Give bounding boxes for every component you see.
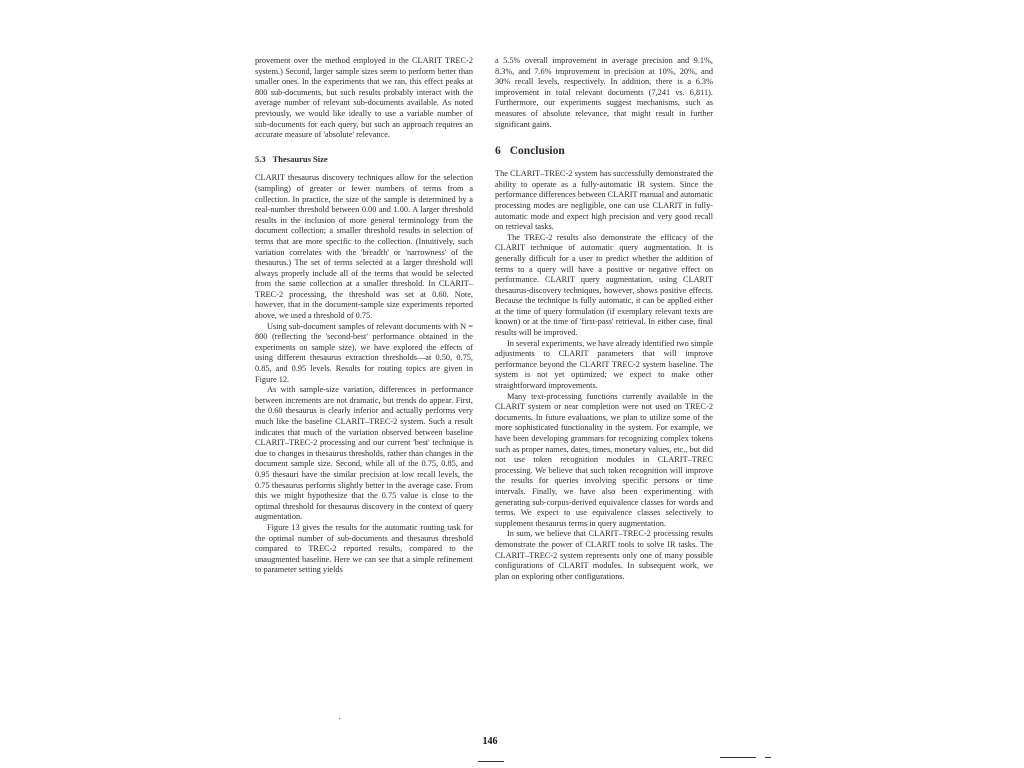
scan-speck: [339, 718, 340, 719]
body-paragraph: a 5.5% overall improvement in average precision and 9.1%, 8.3%, and 7.6% improvement in precision at 10%, 20%, and 30% recall levels, respectively. In addition, there is a 6.3% improvement in total relevant documents (7,241 vs. 6,811). Furthermore, our experiments suggest mechanisms, such as measures of absolute relevance, that might result in further significant gains.: [495, 56, 713, 129]
body-paragraph: provement over the method employed in the CLARIT TREC-2 system.) Second, larger sample sizes seem to perform better than smaller ones. In the experiments that we ran, this effect peaks at 800 sub-documents, but such results probably interact with the average number of relevant sub-documents available. As noted previously, we would like ideally to use a variable number of sub-documents for each query, but such an approach requires an accurate measure of 'absolute' relevance.: [255, 56, 473, 140]
scan-mark: [478, 761, 504, 762]
section-number: 6: [495, 145, 501, 158]
left-column: [255, 56, 473, 576]
scan-mark: [765, 757, 771, 758]
page-number: 146: [482, 736, 498, 747]
body-paragraph: In several experiments, we have already identified two simple adjustments to CLARIT parameters that will improve performance beyond the CLARIT TREC-2 system baseline. The system is not yet optimized; we expect to make other straightforward improvements.: [495, 338, 713, 391]
body-paragraph: Using sub-document samples of relevant documents with N = 800 (reflecting the 'second-best' performance obtained in the experiments on sample size), we have explored the effects of using different thesaurus extraction thresholds—at 0.50, 0.75, 0.85, and 0.95 levels. Results for routing topics are given in Figure 12.: [255, 321, 473, 384]
subsection-title: Thesaurus Size: [272, 153, 328, 164]
section-heading: [495, 144, 713, 158]
scan-mark: [720, 757, 756, 758]
subsection-number: 5.3: [255, 153, 266, 164]
body-paragraph: As with sample-size variation, differences in performance between increments are not dramatic, but trends do appear. First, the 0.60 thesaurus is clearly inferior and actually performs very much like the baseline CLARIT–TREC-2 system. Such a result indicates that much of the variation observed between baseline CLARIT–TREC-2 processing and our current 'best' technique is due to changes in thesaurus thresholds, rather than changes in the document sample size. Second, while all of the 0.75, 0.85, and 0.95 thesauri have the similar precision at low recall levels, the 0.75 thesaurus performs slightly better in the average case. From this we might hypothesize that the 0.75 value is close to the optimal threshold for thesaurus discovery in the context of query augmentation.: [255, 385, 473, 522]
body-paragraph: Figure 13 gives the results for the automatic routing task for the optimal number of sub-documents and thesaurus threshold compared to TREC-2 reported results, compared to the unaugmented baseline. Here we can see that a simple refinement to parameter setting yields: [255, 522, 473, 575]
section-title: Conclusion: [509, 145, 565, 158]
body-paragraph: The TREC-2 results also demonstrate the efficacy of the CLARIT technique of automatic query augmentation. It is generally difficult for a user to predict whether the addition of terms to a query will have a positive or negative effect on performance. CLARIT query augmentation, using CLARIT thesaurus-discovery techniques, however, shows positive effects. Because the technique is fully automatic, it can be applied either at the time of query formulation (if exemplary relevant texts are known) or at the time of 'first-pass' retrieval. In either case, final results will be improved.: [495, 232, 713, 338]
body-paragraph: CLARIT thesaurus discovery techniques allow for the selection (sampling) of greater or fewer numbers of terms from a collection. In practice, the size of the sample is determined by a real-number threshold between 0.00 and 1.00. A larger threshold results in the inclusion of more general terminology from the document collection; a smaller threshold results in selection of terms that are more specific to the collection. (Intuitively, such variation correlates with the 'breadth' or 'narrowness' of the thesaurus.) The set of terms selected at a larger threshold will always properly include all of the terms that would be selected from the same collection at a smaller threshold. In CLARIT–TREC-2 processing, the threshold was set at 0.60. Note, however, that in the document-sample size experiments reported above, we used a threshold of 0.75.: [255, 173, 473, 321]
subsection-heading: [255, 154, 473, 165]
body-paragraph: In sum, we believe that CLARIT–TREC-2 processing results demonstrate the power of CLARIT tools to solve IR tasks. The CLARIT–TREC-2 system represents only one of many possible configurations of CLARIT modules. In subsequent work, we plan on exploring other configurations.: [495, 529, 713, 581]
body-paragraph: Many text-processing functions currently available in the CLARIT system or near completion were not used on TREC-2 documents. In future evaluations, we plan to utilize some of the more sophisticated functionality in the system. For example, we have been developing grammars for recognizing complex tokens such as proper names, dates, times, monetary values, etc., but did not use token recognition modules in CLARIT–TREC processing. We believe that such token recognition will improve the results for queries involving specific persons or time intervals. Finally, we have also been experimenting with generating sub-corpus-derived equivalence classes for words and terms. We expect to use equivalence classes selectively to supplement thesaurus terms in query augmentation.: [495, 391, 713, 528]
right-column: [495, 56, 713, 582]
body-paragraph: The CLARIT–TREC-2 system has successfully demonstrated the ability to operate as a fully-automatic IR system. Since the performance differences between CLARIT manual and automatic processing modes are negligible, one can use CLARIT in fully-automatic mode and expect high precision and very good recall on retrieval tasks.: [495, 169, 713, 232]
